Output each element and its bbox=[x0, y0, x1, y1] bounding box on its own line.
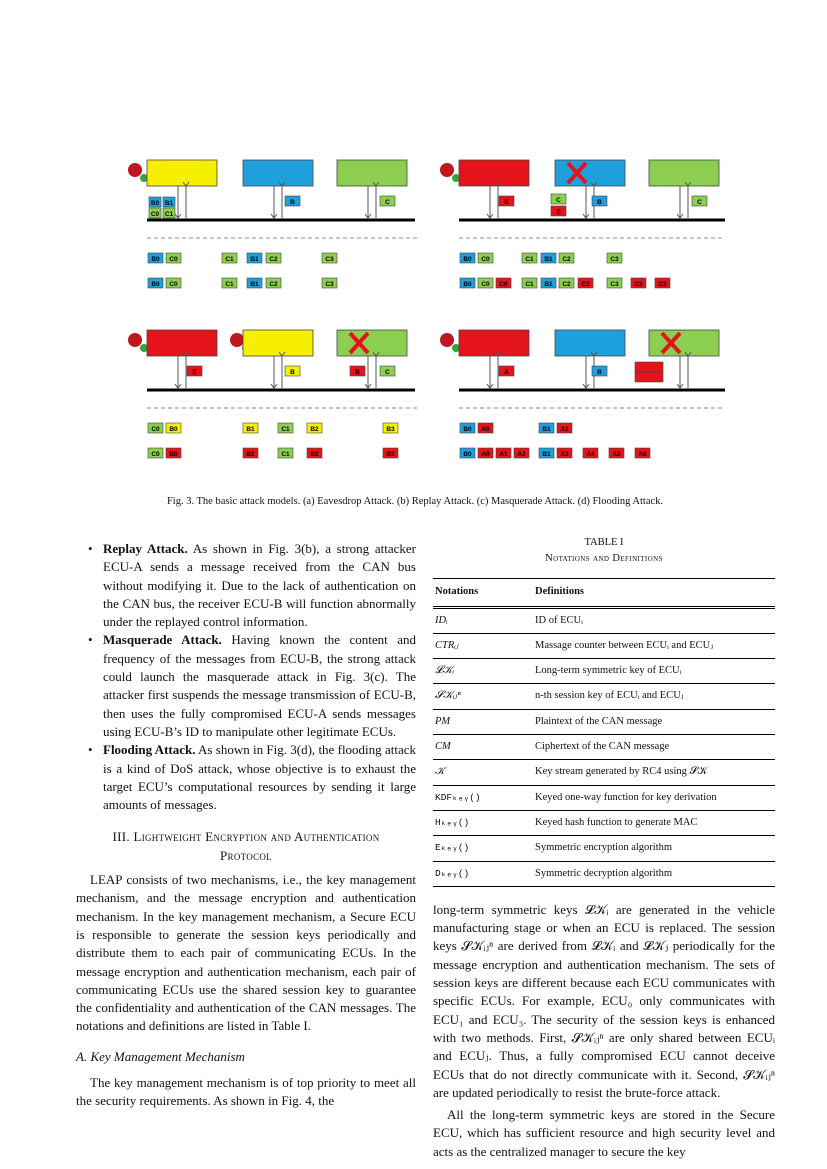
message-label: B bbox=[290, 369, 295, 376]
message-label: C2 bbox=[269, 256, 278, 263]
ecu-a-box bbox=[147, 330, 217, 356]
list-item: • Flooding Attack. As shown in Fig. 3(d), the flooding attack is a kind of DoS attack, whose objective is to exhaust the target ECU’s computational resources by sending it large amounts of messages. bbox=[88, 742, 416, 813]
message-label: C1 bbox=[281, 451, 290, 458]
list-item: • Masquerade Attack. Having known the content and frequency of the messages from ECU-B, the strong attack could launch the masquerade attack in Fig. 3(c). The attacker first suspends the message transmission of ECU-B, then uses the fully compromised ECU-A sends messages using ECU-B’s ID to manipulate other legitimate ECUs. bbox=[88, 632, 416, 739]
message-label: C bbox=[385, 369, 390, 376]
message-frame bbox=[635, 362, 663, 372]
body-paragraph: The key management mechanism is of top priority to meet all the security requirements. As shown in Fig. 4, the bbox=[76, 1075, 416, 1109]
ecu-a-box bbox=[147, 160, 217, 186]
message-label: B2 bbox=[310, 426, 319, 433]
table-row bbox=[433, 861, 775, 886]
message-label: B bbox=[355, 369, 360, 376]
definition-cell: Plaintext of the CAN message bbox=[533, 709, 775, 734]
section-title-line-1: III. Lightweight Encryption and Authentication bbox=[112, 829, 380, 845]
definition-cell: Keyed hash function to generate MAC bbox=[533, 810, 775, 835]
table-row bbox=[433, 684, 775, 709]
ecu-b-box bbox=[555, 330, 625, 356]
message-label: C0 bbox=[481, 281, 490, 288]
devil-icon bbox=[440, 163, 454, 177]
message-label: A1 bbox=[499, 451, 508, 458]
message-label: C bbox=[556, 197, 561, 204]
subsection-heading: A. Key Management Mechanism bbox=[76, 1048, 245, 1064]
message-label: A4 bbox=[586, 451, 595, 458]
ecu-c-box bbox=[649, 160, 719, 186]
notation-cell: 𝓛𝒦ᵢ bbox=[433, 659, 533, 684]
definition-cell: n-th session key of ECUᵢ and ECUⱼ bbox=[533, 684, 775, 709]
message-label: C2 bbox=[562, 256, 571, 263]
definition-cell: Ciphertext of the CAN message bbox=[533, 735, 775, 760]
definition-cell: Symmetric encryption algorithm bbox=[533, 836, 775, 861]
message-label: B0 bbox=[169, 426, 178, 433]
message-label: B bbox=[290, 199, 295, 206]
message-label: C0 bbox=[150, 211, 160, 218]
message-label: B1 bbox=[544, 281, 553, 288]
devil-icon bbox=[128, 333, 142, 347]
message-label: C0 bbox=[151, 426, 160, 433]
body-paragraph: long-term symmetric keys 𝓛𝒦ᵢ are generated in the vehicle manufacturing stage or when an ECU is replaced. The session keys 𝓢𝒦ᵢⱼⁿ are derived from 𝓛𝒦ᵢ and 𝓛𝒦ⱼ periodically for the message encryption and authentication mechanism. The sets of session keys are different because each ECU communicates with specific ECUs. For example, ECU₀ only communicates with ECU₁ and ECU₃. The security of the session keys is enhanced with two methods. First, 𝓢𝒦ᵢⱼⁿ are only shared between ECUᵢ and ECUⱼ. Thus, a fully compromised ECU cannot deceive ECUs that do not directly communicate with it. Second, 𝓢𝒦ᵢⱼⁿ are updated periodically to resist the brute-force attack. bbox=[433, 901, 775, 1100]
message-label: C3 bbox=[658, 281, 667, 288]
message-label: C bbox=[697, 199, 702, 206]
table-body bbox=[433, 607, 775, 886]
ecu-a-box bbox=[459, 160, 529, 186]
ecu-b-box bbox=[243, 330, 313, 356]
message-label: A5 bbox=[612, 451, 621, 458]
notations-table bbox=[433, 578, 775, 887]
body-paragraph: LEAP consists of two mechanisms, i.e., the key management mechanism, and the message encryption and authentication mechanism. In the key management mechanism, a Secure ECU is responsible to generate the session keys periodically and distribute them to each pair of communicating ECUs. In the message encryption and authentication mechanism, each pair of communicating ECUs use the shared session key to guarantee the confidentiality and authentication of the CAN messages. The notations and definitions are listed in Table I. bbox=[76, 872, 416, 1034]
ecu-b-box bbox=[555, 160, 625, 186]
message-label: C2 bbox=[269, 281, 278, 288]
ecu-c-box bbox=[649, 330, 719, 356]
section-title-line-2: Protocol bbox=[220, 847, 272, 863]
message-label: C0 bbox=[169, 256, 178, 263]
table-row bbox=[433, 735, 775, 760]
ecu-a-box bbox=[459, 330, 529, 356]
message-label: C0 bbox=[481, 256, 490, 263]
message-label: B0 bbox=[463, 426, 472, 433]
message-label: E bbox=[192, 369, 197, 376]
message-label: C1 bbox=[164, 211, 174, 218]
notation-cell: 𝒦 bbox=[433, 760, 533, 785]
notation-cell: KDFₖₑᵧ() bbox=[433, 785, 533, 810]
message-label: C0 bbox=[151, 451, 160, 458]
message-label: B1 bbox=[164, 200, 174, 207]
message-label: A2 bbox=[517, 451, 526, 458]
message-label: C3 bbox=[634, 281, 643, 288]
definition-cell: Key stream generated by RC4 using 𝓢𝒦 bbox=[533, 760, 775, 785]
table-row bbox=[433, 607, 775, 633]
message-label: C0 bbox=[169, 281, 178, 288]
table-row bbox=[433, 709, 775, 734]
notation-cell: PM bbox=[433, 709, 533, 734]
table-row bbox=[433, 760, 775, 785]
message-label: C3 bbox=[610, 281, 619, 288]
message-label: B1 bbox=[542, 451, 551, 458]
notation-cell: 𝓢𝒦ᵢⱼⁿ bbox=[433, 684, 533, 709]
bullet-text: As shown in Fig. 3(d), the flooding attack is a kind of DoS attack, whose objective is to exhaust the target ECU’s computational resources by sending it large amounts of messages. bbox=[103, 742, 416, 813]
bullet-term: Flooding Attack. bbox=[103, 742, 196, 758]
notation-cell: Hₖₑᵧ() bbox=[433, 810, 533, 835]
message-label: C1 bbox=[225, 281, 234, 288]
table-header: Notations bbox=[433, 579, 533, 607]
message-label: C1 bbox=[525, 256, 534, 263]
devil-icon bbox=[440, 333, 454, 347]
bullet-term: Masquerade Attack. bbox=[103, 632, 222, 648]
devil-icon bbox=[230, 333, 244, 347]
definition-cell: Symmetric decryption algorithm bbox=[533, 861, 775, 886]
message-label: A1 bbox=[560, 426, 569, 433]
table-row bbox=[433, 659, 775, 684]
message-label: C2 bbox=[581, 281, 590, 288]
message-label: B0 bbox=[463, 451, 472, 458]
definition-cell: Massage counter between ECUᵢ and ECUⱼ bbox=[533, 633, 775, 658]
message-label: C3 bbox=[325, 256, 334, 263]
message-label: B1 bbox=[250, 256, 259, 263]
message-label: C bbox=[385, 199, 390, 206]
message-label: B1 bbox=[542, 426, 551, 433]
message-label: B0 bbox=[169, 451, 178, 458]
message-label: C3 bbox=[610, 256, 619, 263]
table-row bbox=[433, 633, 775, 658]
message-label: C2 bbox=[562, 281, 571, 288]
message-frame bbox=[635, 372, 663, 382]
ecu-c-box bbox=[337, 160, 407, 186]
message-label: B0 bbox=[150, 200, 160, 207]
attack-models-figure bbox=[125, 140, 725, 480]
table-header: Definitions bbox=[533, 579, 775, 607]
notation-cell: IDᵢ bbox=[433, 607, 533, 633]
bullet-text: As shown in Fig. 3(b), a strong attacker ECU-A sends a message received from the CAN bus without modifying it. Due to the lack of authentication on the CAN bus, the receiver ECU-B will function abnormally under the replayed control information. bbox=[103, 541, 416, 630]
message-label: B1 bbox=[246, 426, 255, 433]
message-label: B1 bbox=[544, 256, 553, 263]
definition-cell: Long-term symmetric key of ECUᵢ bbox=[533, 659, 775, 684]
message-label: C1 bbox=[281, 426, 290, 433]
left-column bbox=[76, 540, 416, 1115]
table-row bbox=[433, 785, 775, 810]
message-label: B1 bbox=[250, 281, 259, 288]
ecu-c-box bbox=[337, 330, 407, 356]
message-label: B3 bbox=[386, 426, 395, 433]
bullet-text: Having known the content and frequency of the messages from ECU-B, the strong attack could launch the masquerade attack in Fig. 3(c). The attacker first suspends the message transmission of ECU-B, then uses the fully compromised ECU-A sends messages using ECU-B’s ID to manipulate other legitimate ECUs. bbox=[103, 632, 416, 739]
message-label: A0 bbox=[481, 451, 490, 458]
section-heading bbox=[76, 828, 416, 865]
definition-cell: Keyed one-way function for key derivation bbox=[533, 785, 775, 810]
message-label: B bbox=[597, 199, 602, 206]
figure-caption: Fig. 3. The basic attack models. (a) Eavesdrop Attack. (b) Replay Attack. (c) Masquerade Attack. (d) Flooding Attack. bbox=[166, 496, 664, 507]
table-title: TABLE I bbox=[584, 537, 624, 548]
message-label: B0 bbox=[151, 281, 160, 288]
message-label: A3 bbox=[560, 451, 569, 458]
bullet-term: Replay Attack. bbox=[103, 541, 188, 556]
table-subtitle: Notations and Definitions bbox=[545, 553, 663, 564]
message-label: A6 bbox=[638, 451, 647, 458]
message-label: B1 bbox=[246, 451, 255, 458]
message-label: C1 bbox=[525, 281, 534, 288]
notation-cell: CM bbox=[433, 735, 533, 760]
table-row bbox=[433, 836, 775, 861]
table-header-row bbox=[433, 579, 775, 607]
message-label: C3 bbox=[325, 281, 334, 288]
message-label: B0 bbox=[463, 281, 472, 288]
notation-cell: Eₖₑᵧ() bbox=[433, 836, 533, 861]
body-paragraph: All the long-term symmetric keys are stored in the Secure ECU, which has sufficient resource and high security level and acts as the centralized manager to secure the key bbox=[433, 1107, 775, 1159]
message-label: C1 bbox=[225, 256, 234, 263]
notation-cell: CTRᵢⱼ bbox=[433, 633, 533, 658]
devil-icon bbox=[128, 163, 142, 177]
message-label: B0 bbox=[151, 256, 160, 263]
message-label: B2 bbox=[310, 451, 319, 458]
notation-cell: Dₖₑᵧ() bbox=[433, 861, 533, 886]
message-label: B bbox=[597, 369, 602, 376]
message-label: E bbox=[556, 209, 561, 216]
message-label: E bbox=[504, 199, 509, 206]
table-row bbox=[433, 810, 775, 835]
list-item: • Replay Attack. As shown in Fig. 3(b), a strong attacker ECU-A sends a message received from the CAN bus without modifying it. Due to the lack of authentication on the CAN bus, the receiver ECU-B will function abnormally under the replayed control information. bbox=[88, 541, 416, 630]
attack-list bbox=[76, 540, 416, 814]
message-label: B3 bbox=[386, 451, 395, 458]
message-label: A0 bbox=[481, 426, 490, 433]
message-label: C0 bbox=[499, 281, 508, 288]
definition-cell: ID of ECUᵢ bbox=[533, 607, 775, 633]
ecu-b-box bbox=[243, 160, 313, 186]
message-label: A bbox=[504, 369, 509, 376]
message-label: B0 bbox=[463, 256, 472, 263]
right-column bbox=[433, 536, 775, 1165]
